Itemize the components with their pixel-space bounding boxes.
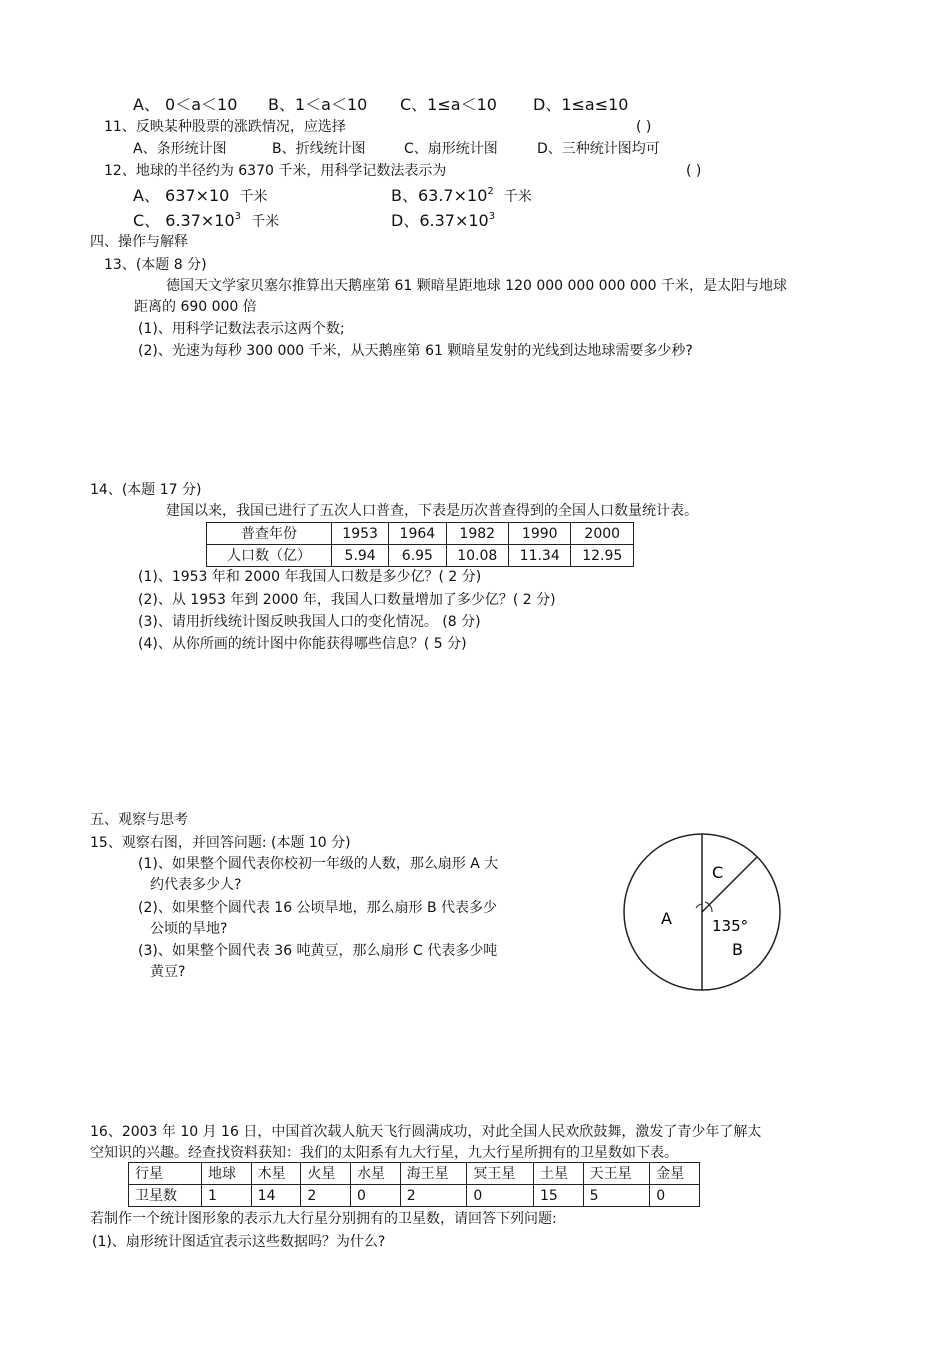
q14-intro: 建国以来，我国已进行了五次人口普查，下表是历次普查得到的全国人口数量统计表。 (166, 503, 698, 519)
table-cell: 火星 (301, 1163, 351, 1185)
q14-sub1: (1)、1953 年和 2000 年我国人口数是多少亿？( 2 分) (138, 569, 482, 585)
table-cell: 2000 (571, 523, 634, 545)
table-header-cell: 普查年份 (207, 523, 332, 545)
q15-sub3-line2: 黄豆? (150, 964, 186, 980)
table-cell: 15 (533, 1185, 583, 1207)
sector-label-a: A (661, 909, 672, 928)
table-header-cell: 卫星数 (129, 1185, 202, 1207)
table-cell: 1990 (508, 523, 570, 545)
q12-option-c (133, 212, 279, 231)
q14-sub3: (3)、请用折线统计图反映我国人口的变化情况。 (8 分) (138, 614, 481, 630)
q12-stem: 12、地球的半径约为 6370 千米，用科学记数法表示为 (104, 163, 447, 179)
table-cell: 5 (583, 1185, 650, 1207)
table-cell: 2 (301, 1185, 351, 1207)
table-cell: 水星 (351, 1163, 401, 1185)
table-cell: 金星 (650, 1163, 700, 1185)
q12-option-b-expr: B、63.7×10 (391, 186, 488, 205)
q11-stem: 11、反映某种股票的涨跌情况，应选择 (104, 119, 346, 135)
q12-option-a-expr: A、 637×10 (133, 186, 230, 205)
q16-text-line2: 空知识的兴趣。经查找资料获知：我们的太阳系有九大行星，九大行星所拥有的卫星数如下表。 (90, 1145, 678, 1161)
table-cell: 0 (650, 1185, 700, 1207)
population-table (206, 522, 634, 567)
q12-option-c-unit: 千米 (251, 214, 280, 230)
q10-option-c: C、1≤a＜10 (400, 95, 497, 114)
q12-option-c-expr: C、 6.37×10 (133, 211, 235, 230)
q13-heading: 13、(本题 8 分) (104, 257, 207, 273)
table-cell: 土星 (533, 1163, 583, 1185)
q15-sub2-line1: (2)、如果整个圆代表 16 公顷旱地，那么扇形 B 代表多少 (138, 900, 498, 916)
table-cell: 2 (400, 1185, 467, 1207)
table-cell: 11.34 (508, 545, 570, 567)
q14-sub4: (4)、从你所画的统计图中你能获得哪些信息？( 5 分) (138, 636, 467, 652)
q14-heading: 14、(本题 17 分) (90, 482, 202, 498)
q15-sub1-line2: 约代表多少人? (150, 877, 242, 893)
table-row (207, 545, 634, 567)
q11-option-d: D、三种统计图均可 (537, 141, 660, 157)
q12-option-b-unit: 千米 (503, 189, 532, 205)
table-row (207, 523, 634, 545)
q15-sub1-line1: (1)、如果整个圆代表你校初一年级的人数，那么扇形 A 大 (138, 856, 499, 872)
q12-option-a-unit: 千米 (239, 189, 268, 205)
table-cell: 1964 (389, 523, 446, 545)
table-cell: 海王星 (400, 1163, 467, 1185)
q13-text-line2: 距离的 690 000 倍 (134, 299, 257, 315)
table-header-cell: 人口数（亿） (207, 545, 332, 567)
table-row (129, 1185, 700, 1207)
q12-option-b-exponent: 2 (487, 186, 494, 197)
q12-option-d-exponent: 3 (488, 211, 496, 222)
q12-option-a (133, 187, 268, 206)
q15-sub3-line1: (3)、如果整个圆代表 36 吨黄豆，那么扇形 C 代表多少吨 (138, 943, 498, 959)
q10-option-b: B、1＜a＜10 (268, 95, 368, 114)
figure-radius (702, 857, 757, 912)
table-cell: 天王星 (583, 1163, 650, 1185)
q12-option-d (391, 212, 495, 230)
table-row (129, 1163, 700, 1185)
q13-sub2: (2)、光速为每秒 300 000 千米，从天鹅座第 61 颗暗星发射的光线到达地球需要多少秒? (138, 343, 693, 359)
q16-text-line1: 16、2003 年 10 月 16 日，中国首次载人航天飞行圆满成功，对此全国人民欢欣鼓舞，激发了青少年了解太 (90, 1124, 762, 1140)
table-cell: 1982 (446, 523, 508, 545)
q12-option-c-exponent: 3 (234, 211, 242, 222)
q13-sub1: (1)、用科学记数法表示这两个数; (138, 321, 345, 337)
table-cell: 5.94 (332, 545, 389, 567)
table-cell: 0 (467, 1185, 534, 1207)
sector-figure (618, 828, 788, 998)
sector-label-c: C (712, 863, 724, 882)
table-cell: 10.08 (446, 545, 508, 567)
q13-text-line1: 德国天文学家贝塞尔推算出天鹅座第 61 颗暗星距地球 120 000 000 000 000 千米，是太阳与地球 (166, 278, 788, 294)
q15-sub2-line2: 公顷的旱地? (150, 921, 228, 937)
table-cell: 冥王星 (467, 1163, 534, 1185)
q12-option-d-expr: D、6.37×10 (391, 211, 489, 230)
q12-answer-paren: ( ) (686, 163, 702, 179)
q11-option-a: A、条形统计图 (133, 141, 227, 157)
table-cell: 14 (251, 1185, 301, 1207)
angle-arc-marker (696, 904, 702, 908)
q14-sub2: (2)、从 1953 年到 2000 年，我国人口数量增加了多少亿？( 2 分) (138, 592, 556, 608)
section-5-heading: 五、观察与思考 (90, 812, 188, 828)
table-cell: 0 (351, 1185, 401, 1207)
sector-label-b: B (732, 940, 743, 959)
planet-satellite-table (128, 1162, 700, 1207)
q15-heading: 15、观察右图，并回答问题: (本题 10 分) (90, 835, 351, 851)
table-cell: 6.95 (389, 545, 446, 567)
table-cell: 12.95 (571, 545, 634, 567)
q11-answer-paren: ( ) (636, 119, 652, 135)
q16-after-text: 若制作一个统计图形象的表示九大行星分别拥有的卫星数，请回答下列问题: (90, 1211, 557, 1227)
q12-option-b (391, 187, 532, 206)
table-cell: 地球 (202, 1163, 252, 1185)
q16-sub1: (1)、扇形统计图适宜表示这些数据吗？为什么? (92, 1234, 386, 1250)
q11-option-b: B、折线统计图 (272, 141, 366, 157)
table-header-cell: 行星 (129, 1163, 202, 1185)
table-cell: 1953 (332, 523, 389, 545)
table-cell: 木星 (251, 1163, 301, 1185)
section-4-heading: 四、操作与解释 (90, 234, 188, 250)
q10-option-d: D、1≤a≤10 (533, 95, 629, 114)
table-cell: 1 (202, 1185, 252, 1207)
q11-option-c: C、扇形统计图 (404, 141, 498, 157)
angle-label: 135° (712, 917, 749, 935)
q10-option-a: A、 0＜a＜10 (133, 95, 238, 114)
